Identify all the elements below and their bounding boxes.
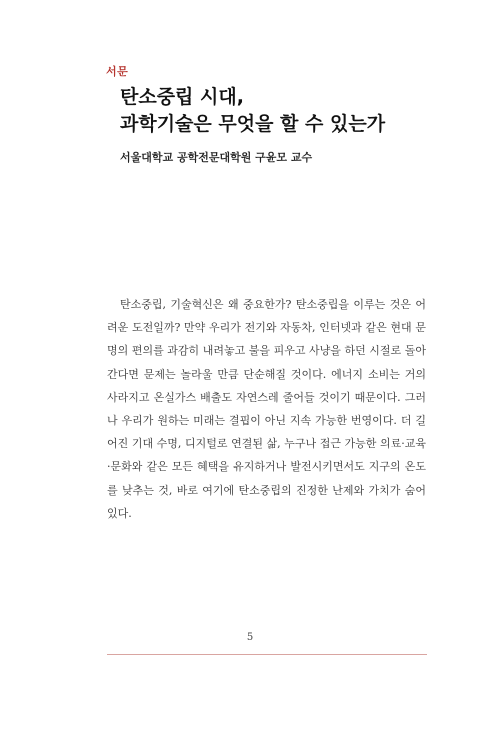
footer-divider bbox=[107, 654, 427, 655]
body-paragraph: 탄소중립, 기술혁신은 왜 중요한가? 탄소중립을 이루는 것은 어려운 도전일까? 만약 우리가 전기와 자동차, 인터넷과 같은 현대 문명의 편의를 과감히 내려놓고 불을 피우고 사냥을 하던 시절로 돌아간다면 문제는 놀라울 만큼 단순해질 것이다. 에너지 소비는 거의 사라지고 온실가스 배출도 자연스레 줄어들 것이기 때문이다. 그러나 우리가 원하는 미래는 결핍이 아닌 지속 가능한 번영이다. 더 길어진 기대 수명, 디지털로 연결된 삶, 누구나 접근 가능한 의료·교육·문화와 같은 모든 혜택을 유지하거나 발전시키면서도 지구의 온도를 낮추는 것, 바로 여기에 탄소중립의 진정한 난제와 가치가 숨어 있다. bbox=[107, 298, 426, 520]
section-label: 서문 bbox=[106, 65, 129, 78]
title-line-2: 과학기술은 무엇을 할 수 있는가 bbox=[120, 113, 386, 135]
author-byline: 서울대학교 공학전문대학원 구윤모 교수 bbox=[120, 151, 313, 164]
title-line-1: 탄소중립 시대, bbox=[120, 86, 244, 108]
page-number: 5 bbox=[246, 632, 254, 643]
page-title bbox=[120, 84, 385, 138]
